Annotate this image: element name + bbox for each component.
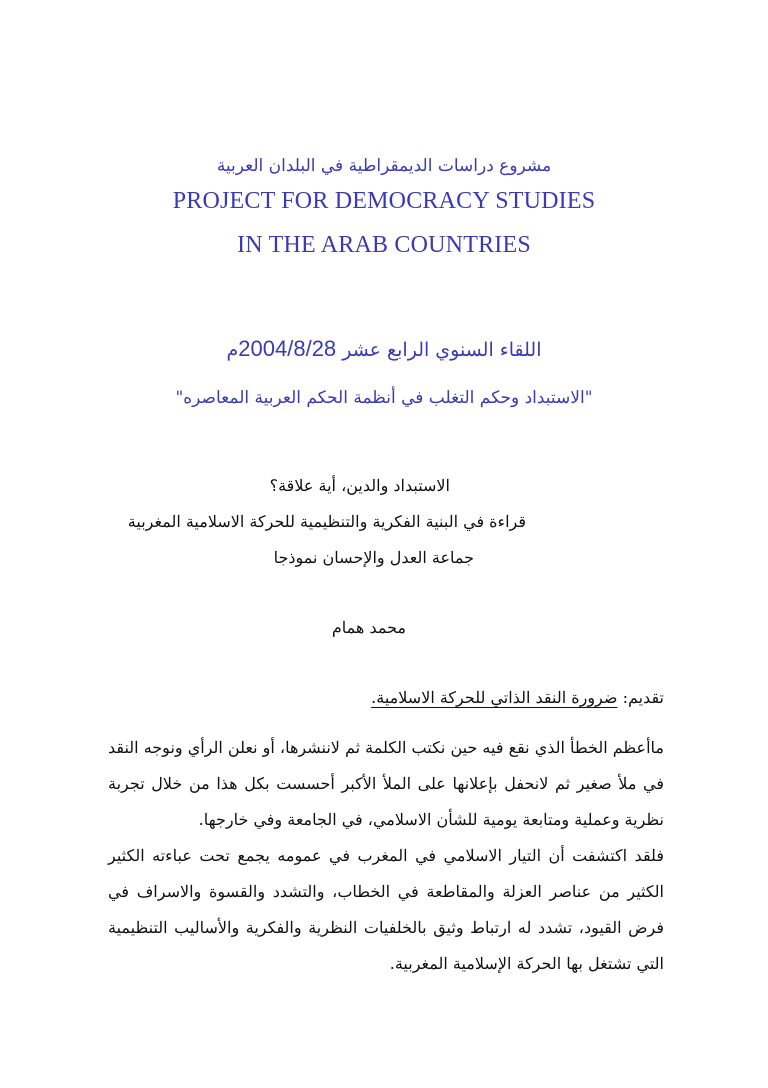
introduction-paragraph-2: فلقد اكتشفت أن التيار الاسلامي في المغرب في عمومه يجمع تحت عباءته الكثير الكثير من عناصر العزلة والمقاطعة في الخطاب، والتشدد والقسوة والاسراف في فرض القيود، تشدد له ارتباط وثيق بالخلفيات النظرية والفكرية والأساليب التنظيمية التي تشتغل بها الحركة الإسلامية المغربية. bbox=[108, 846, 664, 973]
project-title-arabic: مشروع دراسات الديمقراطية في البلدان العربية bbox=[216, 156, 552, 176]
meeting-label: اللقاء السنوي الرابع عشر bbox=[342, 339, 542, 361]
meeting-theme: "الاستبداد وحكم التغلب في أنظمة الحكم العربية المعاصره" bbox=[175, 388, 593, 408]
paper-subtitle: قراءة في البنية الفكرية والتنظيمية للحركة الاسلامية المغربية bbox=[127, 512, 526, 531]
meeting-date: 2004/8/28 bbox=[238, 336, 337, 361]
introduction-label: تقديم: bbox=[622, 688, 664, 707]
introduction-heading bbox=[371, 688, 664, 707]
meeting-date-suffix: م bbox=[226, 339, 239, 361]
introduction-heading-text: ضرورة النقد الذاتي للحركة الاسلامية. bbox=[371, 688, 618, 707]
meeting-line bbox=[0, 336, 768, 362]
project-title-english-line2: IN THE ARAB COUNTRIES bbox=[237, 232, 531, 258]
project-title-english-line1: PROJECT FOR DEMOCRACY STUDIES bbox=[172, 188, 596, 214]
paper-case-study: جماعة العدل والإحسان نموذجا bbox=[273, 548, 474, 567]
author-name: محمد همام bbox=[331, 618, 406, 637]
introduction-paragraph-1: ماأعظم الخطأ الذي نقع فيه حين نكتب الكلمة ثم لاننشرها، أو نعلن الرأي ونوجه النقد في ملأ صغير ثم لانحفل بإعلانها على الملأ الأكبر أحسست بكل هذا من خلال تجربة نظرية وعملية ومتابعة يومية للشأن الاسلامي، في الجامعة وفي خارجها. bbox=[107, 738, 664, 829]
paper-title: الاستبداد والدين، أية علاقة؟ bbox=[269, 476, 450, 495]
